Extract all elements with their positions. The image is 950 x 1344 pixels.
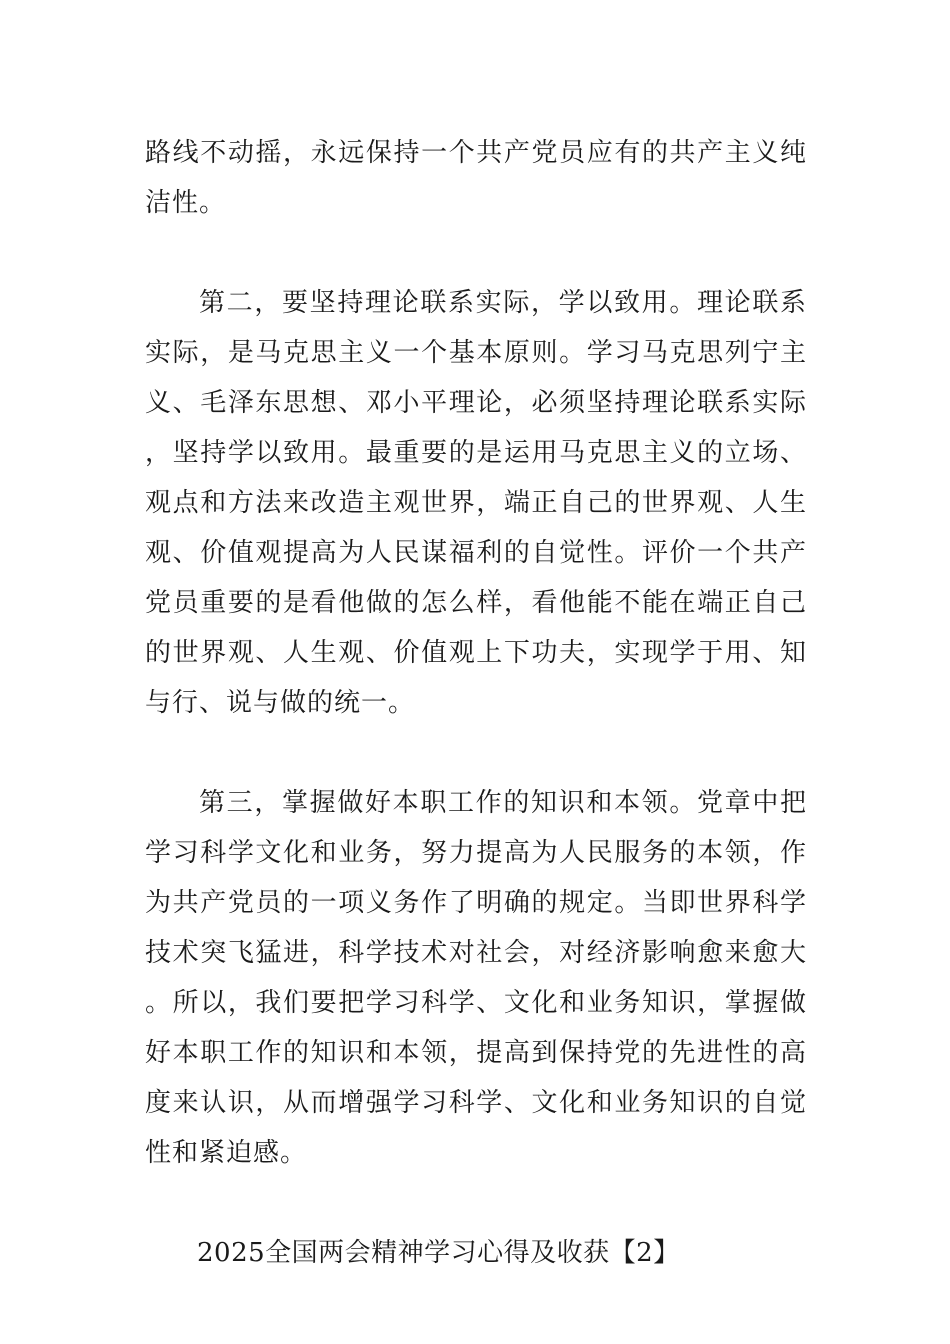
paragraph-second: 第二，要坚持理论联系实际，学以致用。理论联系实际，是马克思主义一个基本原则。学习马克思列宁主义、毛泽东思想、邓小平理论，必须坚持理论联系实际，坚持学以致用。最重要的是运用马克思主义的立场、观点和方法来改造主观世界，端正自己的世界观、人生观、价值观提高为人民谋福利的自觉性。评价一个共产党员重要的是看他做的怎么样，看他能不能在端正自己的世界观、人生观、价值观上下功夫，实现学于用、知与行、说与做的统一。 [145,288,807,718]
paragraph-third: 第三，掌握做好本职工作的知识和本领。党章中把学习科学文化和业务，努力提高为人民服务的本领，作为共产党员的一项义务作了明确的规定。当即世界科学技术突飞猛进，科学技术对社会，对经济影响愈来愈大。所以，我们要把学习科学、文化和业务知识，掌握做好本职工作的知识和本领，提高到保持党的先进性的高度来认识，从而增强学习科学、文化和业务知识的自觉性和紧迫感。 [145,788,807,1168]
section-heading: 2025全国两会精神学习心得及收获【2】 [197,1238,680,1268]
paragraph-gap [145,1178,807,1228]
document-body [145,128,807,1278]
paragraph-continuation: 路线不动摇，永远保持一个共产党员应有的共产主义纯洁性。 [145,138,807,218]
paragraph-gap [145,228,807,278]
paragraph-gap [145,728,807,778]
